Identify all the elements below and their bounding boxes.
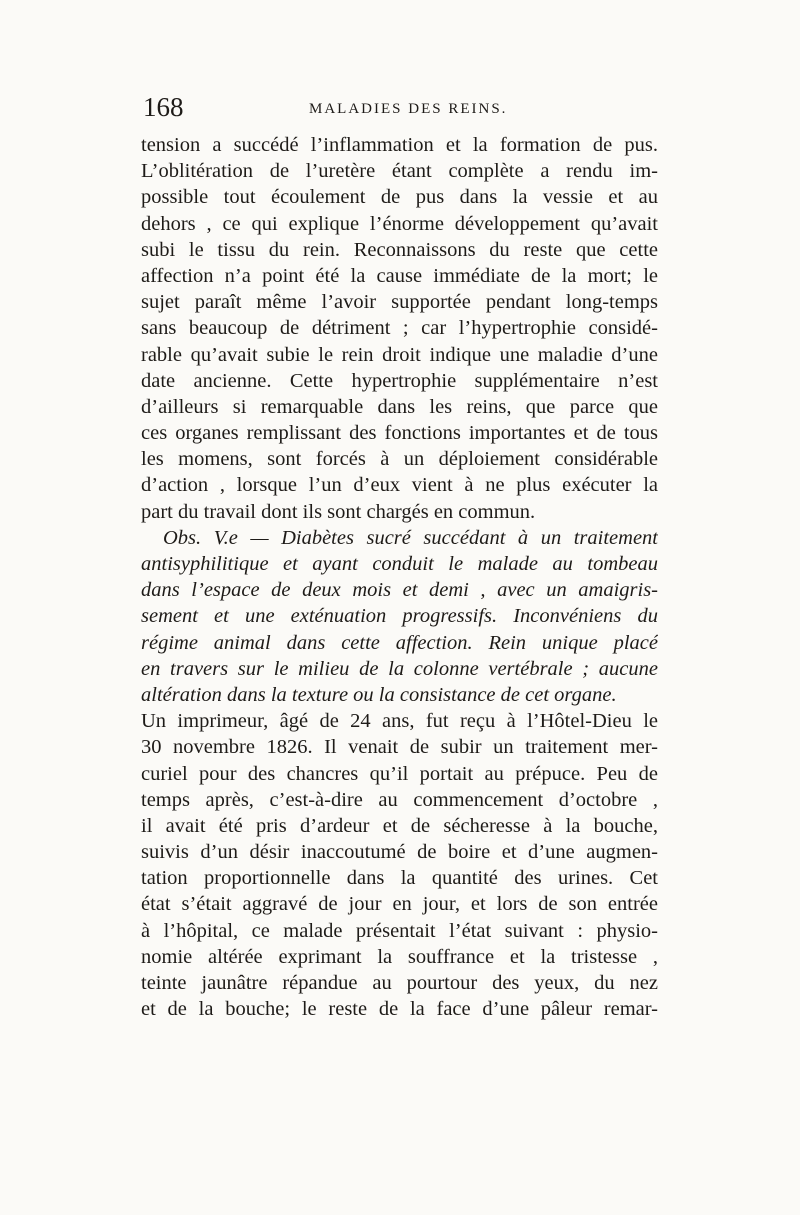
observation-heading-line: en travers sur le milieu de la colonne vertébrale ; aucune — [141, 657, 658, 680]
text-line: ces organes remplissant des fonctions importantes et de tous — [141, 422, 658, 445]
observation-heading-line: antisyphilitique et ayant conduit le malade au tombeau — [141, 553, 658, 575]
text-line: à l’hôpital, ce malade présentait l’état suivant : physio- — [141, 919, 658, 942]
text-line: date ancienne. Cette hypertrophie supplémentaire n’est — [141, 369, 658, 392]
text-line: Un imprimeur, âgé de 24 ans, fut reçu à l’Hôtel-Dieu le — [141, 710, 658, 733]
text-line: possible tout écoulement de pus dans la vessie et au — [141, 186, 658, 209]
text-line: d’ailleurs si remarquable dans les reins, que parce que — [141, 395, 658, 418]
text-line: tation proportionnelle dans la quantité des urines. Cet — [141, 867, 658, 890]
text-line: L’oblitération de l’uretère étant complète a rendu im- — [141, 160, 658, 183]
text-line: et de la bouche; le reste de la face d’une pâleur remar- — [141, 998, 658, 1021]
observation-heading-line: Obs. V.e — Diabètes sucré succédant à un traitement — [163, 526, 658, 549]
text-line: d’action , lorsque l’un d’eux vient à ne plus exécuter la — [141, 474, 658, 497]
text-line: il avait été pris d’ardeur et de sécheresse à la bouche, — [141, 814, 658, 837]
text-line: temps après, c’est-à-dire au commencement d’octobre , — [141, 788, 658, 811]
text-line: 30 novembre 1826. Il venait de subir un traitement mer- — [141, 736, 658, 759]
text-line: rable qu’avait subie le rein droit indique une maladie d’une — [141, 343, 658, 366]
text-line: état s’était aggravé de jour en jour, et lors de son entrée — [141, 893, 658, 916]
text-line: sans beaucoup de détriment ; car l’hypertrophie considé- — [141, 317, 658, 340]
text-line: part du travail dont ils sont chargés en commun. — [141, 500, 536, 523]
text-line: les momens, sont forcés à un déploiement considérable — [141, 448, 658, 471]
text-line: suivis d’un désir inaccoutumé de boire et d’une augmen- — [141, 841, 658, 864]
observation-heading-line: sement et une exténuation progressifs. Inconvéniens du — [141, 605, 658, 628]
observation-heading-line: dans l’espace de deux mois et demi , avec un amaigris- — [141, 579, 658, 602]
text-line: affection n’a point été la cause immédiate de la mort; le — [141, 264, 658, 287]
text-line: nomie altérée exprimant la souffrance et la tristesse , — [141, 945, 658, 968]
text-line: curiel pour des chancres qu’il portait au prépuce. Peu de — [141, 762, 658, 785]
text-line: sujet paraît même l’avoir supportée pendant long-temps — [141, 291, 658, 314]
body-text — [141, 132, 658, 1022]
running-title: MALADIES DES REINS. — [309, 101, 508, 117]
page-header — [143, 92, 658, 126]
text-line: dehors , ce qui explique l’énorme développement qu’avait — [141, 212, 658, 235]
text-line: teinte jaunâtre répandue au pourtour des yeux, du nez — [141, 972, 658, 994]
observation-heading-line: altération dans la texture ou la consistance de cet organe. — [141, 683, 617, 706]
observation-heading-line: régime animal dans cette affection. Rein unique placé — [141, 631, 658, 654]
text-line: tension a succédé l’inflammation et la formation de pus. — [141, 134, 658, 156]
page-number: 168 — [143, 92, 184, 122]
text-line: subi le tissu du rein. Reconnaissons du reste que cette — [141, 238, 658, 261]
